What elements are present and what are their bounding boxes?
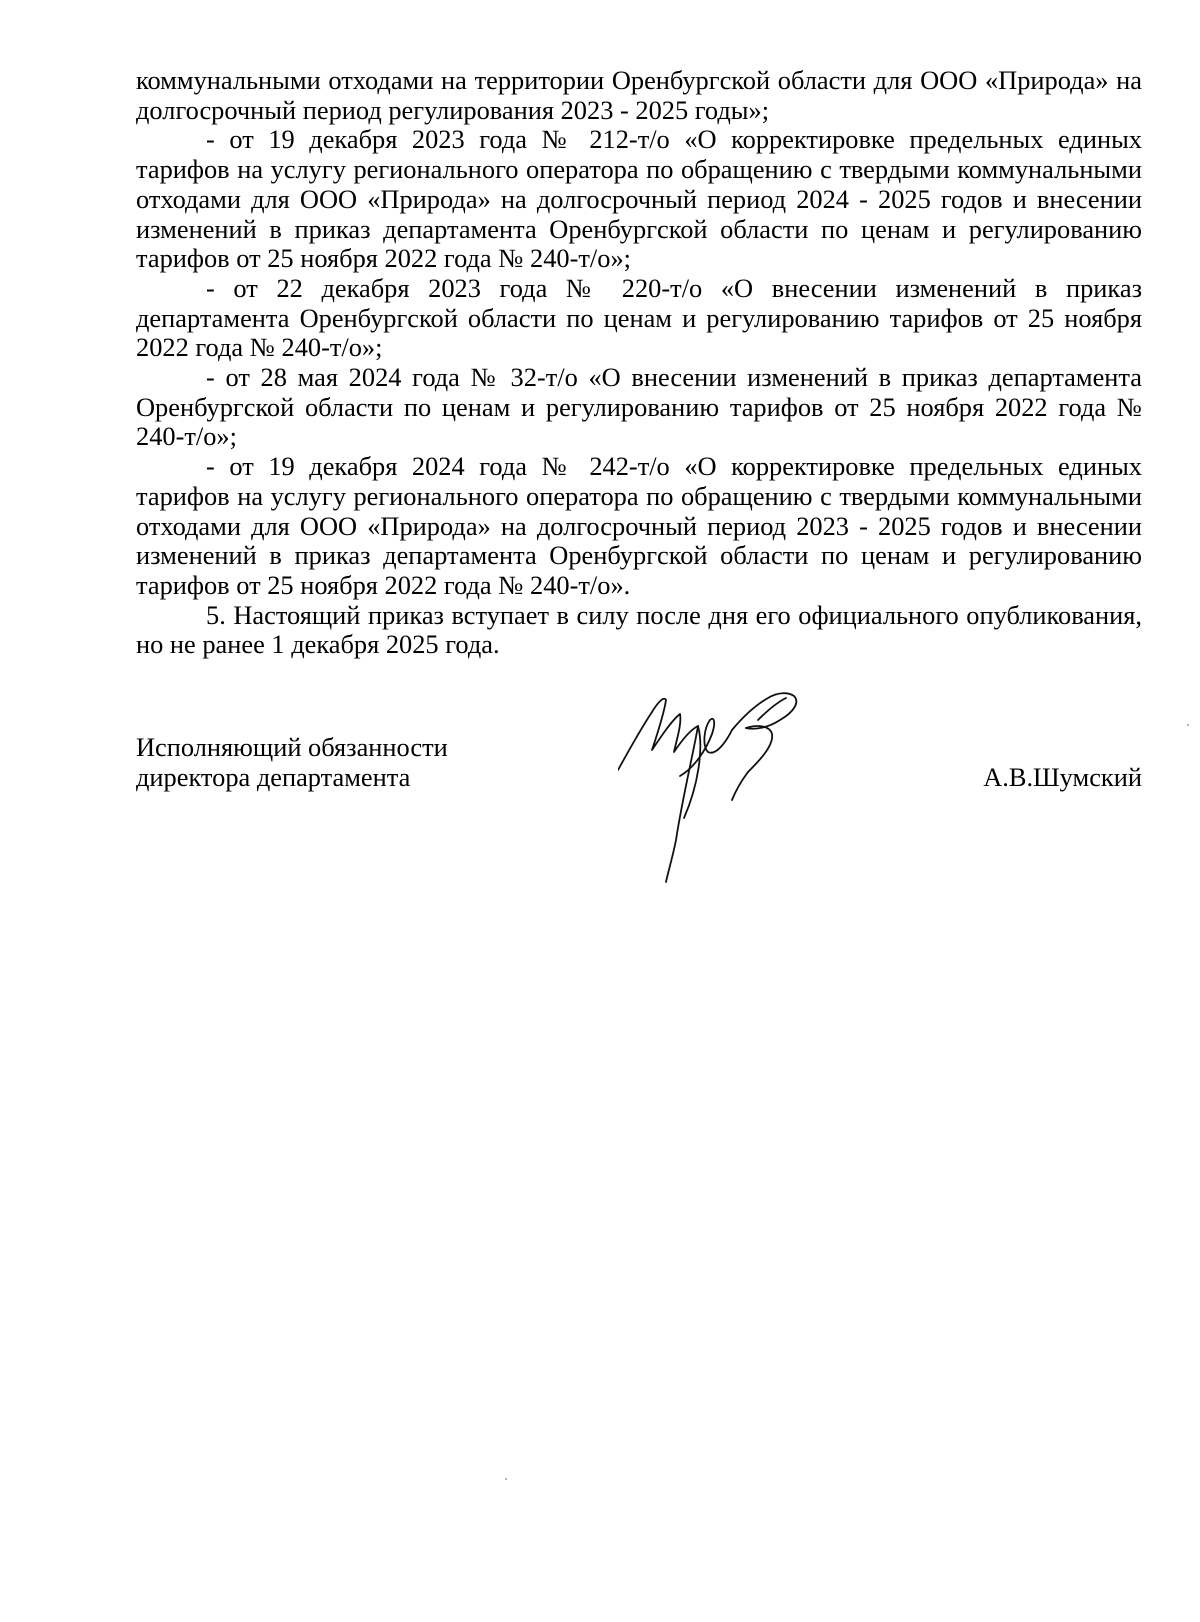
paragraph-order-242: - от 19 декабря 2024 года № 242-т/о «О корректировке предельных единых тарифов на услугу регионального оператора по обращению с твердыми коммунальными отходами для ООО «Природа» на долгосрочный период 2023 - 2025 годов и внесении изменений в приказ департамента Оренбургской области по ценам и регулированию тарифов от 25 ноября 2022 года № 240-т/о». [136, 451, 1142, 600]
document-body [136, 66, 1142, 660]
paragraph-continuation: коммунальными отходами на территории Оренбургской области для ООО «Природа» на долгосрочный период регулирования 2023 - 2025 годы»; [136, 65, 1142, 125]
signatory-title [136, 733, 448, 792]
signatory-name: А.В.Шумский [983, 762, 1142, 792]
paragraph-order-32: - от 28 мая 2024 года № 32-т/о «О внесении изменений в приказ департамента Оренбургской области по ценам и регулированию тарифов от 25 ноября 2022 года № 240-т/о»; [136, 362, 1142, 452]
handwritten-signature [618, 690, 838, 900]
scan-speck [1187, 724, 1189, 726]
paragraph-order-220: - от 22 декабря 2023 года № 220-т/о «О внесении изменений в приказ департамента Оренбургской области по ценам и регулированию тарифов от 25 ноября 2022 года № 240-т/о»; [136, 272, 1142, 363]
paragraph-order-212: - от 19 декабря 2023 года № 212-т/о «О корректировке предельных единых тарифов на услугу регионального оператора по обращению с твердыми коммунальными отходами для ООО «Природа» на долгосрочный период 2024 - 2025 годов и внесении изменений в приказ департамента Оренбургской области по ценам и регулированию тарифов от 25 ноября 2022 года № 240-т/о»; [136, 124, 1142, 274]
signatory-title-line-2: директора департамента [136, 761, 411, 792]
scan-speck [505, 1478, 507, 1480]
paragraph-effective-date: 5. Настоящий приказ вступает в силу после дня его официального опубликования, но не ранее 1 декабря 2025 года. [136, 599, 1142, 660]
signatory-title-line-1: Исполняющий обязанности [136, 732, 448, 762]
